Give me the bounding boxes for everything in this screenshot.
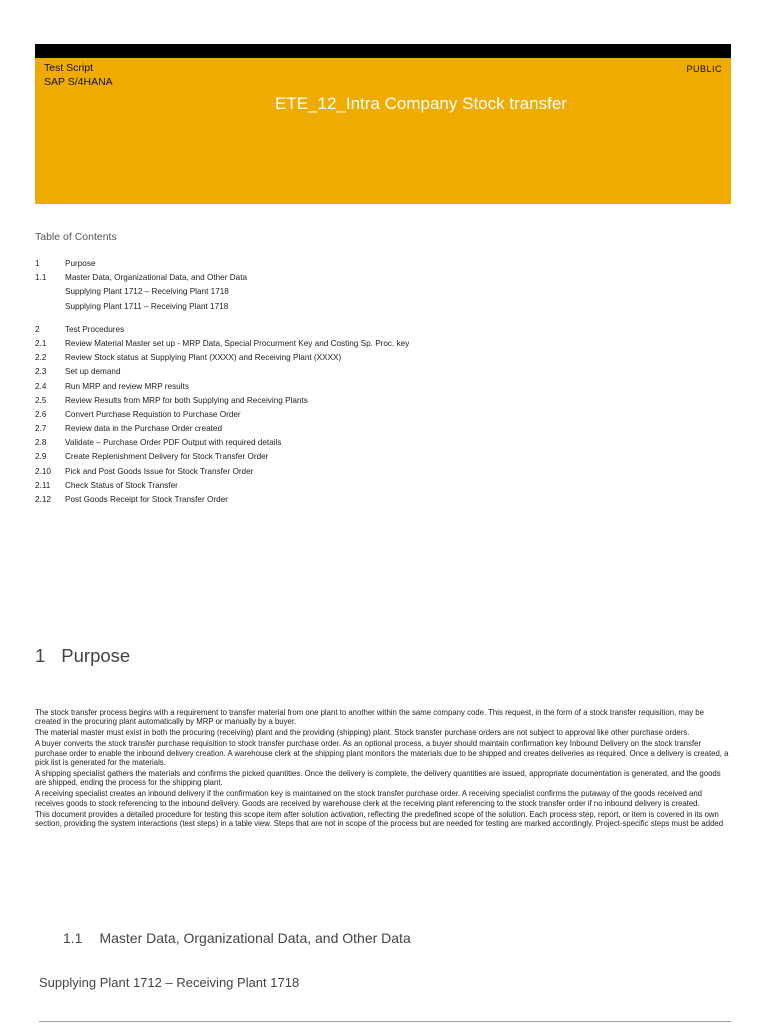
toc-item-number: 2.11 [35, 480, 51, 490]
paragraph: The material master must exist in both the procuring (receiving) plant and the providing (shipping) plant. Stock transfer purchase orders are not subject to approval like other purchase orders. [35, 728, 690, 738]
paragraph: The stock transfer process begins with a requirement to transfer material from one plant to another within the same company code. This request, in the form of a stock transfer requisition, may be created in the procuring plant automatically by MRP or manually by a buyer. [35, 708, 704, 727]
paragraph: A receiving specialist creates an inbound delivery if the confirmation key is maintained on the stock transfer purchase order. A receiving specialist confirms the putaway of the goods received and receives goods to stock referencing to the inbound delivery. Goods are received by warehouse clerk at the receiving plant referencing to the stock transfer order if no inbound delivery is created. [35, 789, 702, 808]
toc-item-number: 2.10 [35, 466, 51, 476]
toc-item-number: 2.2 [35, 353, 47, 363]
paragraph: A buyer converts the stock transfer purchase requisition to stock transfer purchase order. As an optional process, a buyer should maintain confirmation key Inbound Delivery on the stock transfer purchase order to enable the inbound delivery creation. A warehouse clerk at the shipping plant monitors the materials due to be shipped and creates deliveries as required. Once a delivery is created, a pick list is generated for the materials. [35, 739, 729, 768]
toc-item[interactable] [35, 479, 675, 493]
subsection-heading-master-data [63, 930, 411, 946]
plant-heading: Supplying Plant 1712 – Receiving Plant 1718 [39, 975, 300, 990]
toc-item-label: Test Procedures [65, 324, 125, 334]
subsection-title: Master Data, Organizational Data, and Other Data [99, 930, 411, 946]
toc-item[interactable] [35, 436, 675, 450]
toc-item-label: Create Replenishment Delivery for Stock Transfer Order [65, 452, 269, 462]
section-heading-purpose [35, 645, 130, 667]
toc-item-label: Pick and Post Goods Issue for Stock Transfer Order [65, 466, 254, 476]
toc-item[interactable] [35, 394, 675, 408]
toc-item[interactable] [35, 300, 675, 314]
toc-item-number: 2.6 [35, 409, 47, 419]
toc-item-number: 2.8 [35, 438, 47, 448]
document-title: ETE_12_Intra Company Stock transfer [275, 94, 567, 113]
toc-item[interactable] [35, 450, 675, 464]
toc-item-number: 1.1 [35, 273, 47, 283]
toc-item-number: 2.3 [35, 367, 47, 377]
toc-heading: Table of Contents [35, 231, 117, 243]
toc-item[interactable] [35, 351, 675, 365]
toc-item-number: 2.7 [35, 424, 47, 434]
toc-item-label: Run MRP and review MRP results [65, 381, 189, 391]
toc-item-label: Check Status of Stock Transfer [65, 480, 178, 490]
toc-item[interactable] [35, 465, 675, 479]
toc-item-number: 2.4 [35, 381, 47, 391]
section-number: 1 [35, 645, 46, 666]
toc-item-number: 2.9 [35, 452, 47, 462]
toc-item-label: Supplying Plant 1711 – Receiving Plant 1718 [65, 301, 229, 311]
toc-item[interactable] [35, 408, 675, 422]
toc-item-label: Validate – Purchase Order PDF Output with required details [65, 438, 282, 448]
title-banner [35, 58, 731, 204]
toc-item[interactable] [35, 323, 675, 337]
toc-item-number: 2.5 [35, 395, 47, 405]
toc-item[interactable] [35, 365, 675, 379]
toc-item-label: Post Goods Receipt for Stock Transfer Order [65, 495, 228, 504]
toc-item-number: 2 [35, 324, 40, 334]
toc-item-number: 2.12 [35, 495, 51, 504]
toc-item-label: Supplying Plant 1712 – Receiving Plant 1718 [65, 287, 229, 297]
toc-item[interactable] [35, 271, 675, 285]
table-of-contents [35, 257, 675, 507]
header-black-bar [35, 44, 731, 58]
paragraph: A shipping specialist gathers the materials and confirms the picked quantities. Once the delivery is complete, the delivery quantities are issued, appropriate documentation is generated, and the goods are shipped, ending the process for the shipping plant. [35, 768, 721, 788]
toc-item-label: Convert Purchase Requistion to Purchase Order [65, 409, 241, 419]
toc-item[interactable] [35, 380, 675, 394]
toc-item[interactable] [35, 337, 675, 351]
toc-item-number: 2.1 [35, 338, 47, 348]
divider [39, 1021, 731, 1022]
toc-item-label: Purpose [65, 259, 96, 268]
toc-item[interactable] [35, 493, 675, 507]
document-type: Test Script [44, 62, 94, 74]
toc-item-label: Review data in the Purchase Order created [65, 424, 223, 434]
toc-item-label: Review Material Master set up - MRP Data, Special Procurment Key and Costing Sp. Proc. key [65, 338, 410, 348]
toc-item-label: Review Stock status at Supplying Plant (XXXX) and Receiving Plant (XXXX) [65, 353, 342, 363]
classification-label: PUBLIC [686, 64, 722, 74]
toc-item-label: Master Data, Organizational Data, and Other Data [65, 273, 248, 283]
toc-item[interactable] [35, 422, 675, 436]
toc-item-number: 1 [35, 259, 40, 268]
toc-item[interactable] [35, 257, 675, 271]
subsection-number: 1.1 [63, 930, 83, 946]
purpose-body [35, 708, 731, 830]
toc-item-label: Review Results from MRP for both Supplying and Receiving Plants [65, 395, 308, 405]
section-title: Purpose [61, 645, 131, 666]
paragraph: This document provides a detailed procedure for testing this scope item after solution activation, reflecting the predefined scope of the solution. Each process step, report, or item is covered in its own section, providing the system interactions (test steps) in a table view. Steps that are not in scope of the process but are needed for testing are marked accordingly. Project-specific steps must be added [35, 809, 724, 828]
toc-item-label: Set up demand [65, 367, 121, 377]
product-name: SAP S/4HANA [44, 76, 113, 88]
toc-item[interactable] [35, 285, 675, 299]
